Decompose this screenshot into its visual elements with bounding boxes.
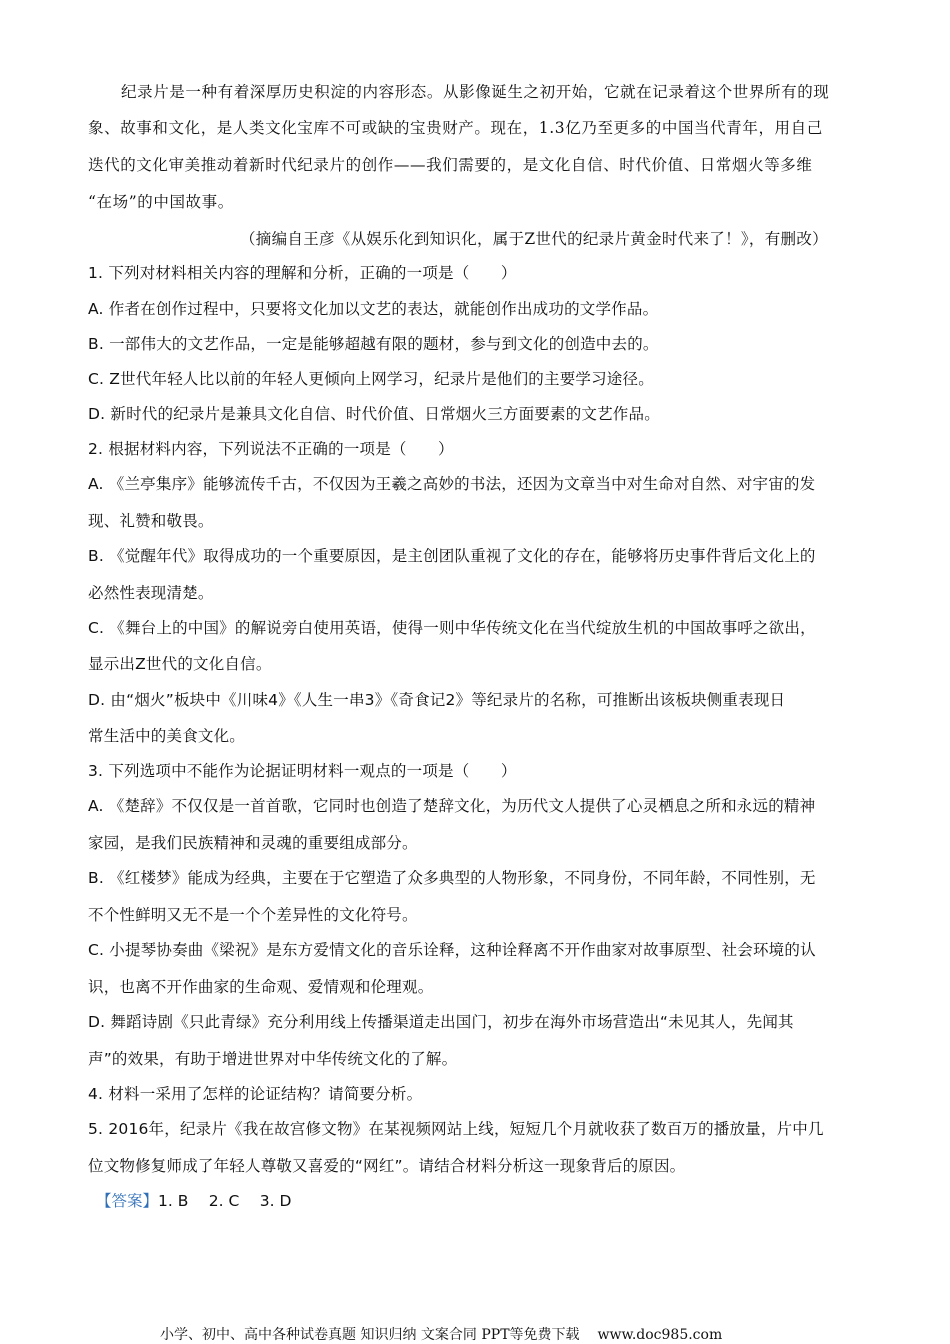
question-1-stem: 1. 下列对材料相关内容的理解和分析，正确的一项是（ ） (88, 264, 517, 282)
question-2-option-d-cont: 常生活中的美食文化。 (88, 727, 246, 745)
question-5-stem-cont: 位文物修复师成了年轻人尊敬又喜爱的“网红”。请结合材料分析这一现象背后的原因。 (88, 1157, 686, 1175)
question-1-option-a: A. 作者在创作过程中，只要将文化加以文艺的表达，就能创作出成功的文学作品。 (88, 300, 659, 318)
question-1-option-c: C. Z世代年轻人比以前的年轻人更倾向上网学习，纪录片是他们的主要学习途径。 (88, 370, 654, 388)
footer-url[interactable]: www.doc985.com (597, 1327, 723, 1343)
question-1-option-d: D. 新时代的纪录片是兼具文化自信、时代价值、日常烟火三方面要素的文艺作品。 (88, 405, 660, 423)
question-3-option-d: D. 舞蹈诗剧《只此青绿》充分利用线上传播渠道走出国门，初步在海外市场营造出“未见其人，先闻其 (88, 1013, 794, 1031)
question-3-option-c: C. 小提琴协奏曲《梁祝》是东方爱情文化的音乐诠释，这种诠释离不开作曲家对故事原型、社会环境的认 (88, 941, 816, 959)
material-line: “在场”的中国故事。 (88, 193, 234, 211)
page-footer (160, 1324, 722, 1344)
answer-line (96, 1191, 291, 1211)
question-2-option-b-cont: 必然性表现清楚。 (88, 584, 214, 602)
question-3-option-a-cont: 家园，是我们民族精神和灵魂的重要组成部分。 (88, 834, 418, 852)
question-2-option-c-cont: 显示出Z世代的文化自信。 (88, 655, 272, 673)
question-3-stem: 3. 下列选项中不能作为论据证明材料一观点的一项是（ ） (88, 762, 517, 780)
material-citation: （摘编自王彦《从娱乐化到知识化，属于Z世代的纪录片黄金时代来了！》，有删改） (240, 230, 828, 248)
material-line: 迭代的文化审美推动着新时代纪录片的创作——我们需要的，是文化自信、时代价值、日常烟火等多维 (88, 156, 813, 174)
question-2-stem: 2. 根据材料内容，下列说法不正确的一项是（ ） (88, 440, 454, 458)
question-2-option-d: D. 由“烟火”板块中《川味4》《人生一串3》《奇食记2》等纪录片的名称，可推断出该板块侧重表现日 (88, 691, 786, 709)
footer-text: 小学、初中、高中各种试卷真题 知识归纳 文案合同 PPT等免费下载 (160, 1327, 580, 1343)
question-3-option-a: A. 《楚辞》不仅仅是一首首歌，它同时也创造了楚辞文化，为历代文人提供了心灵栖息之所和永远的精神 (88, 797, 816, 815)
question-4-stem: 4. 材料一采用了怎样的论证结构？请简要分析。 (88, 1085, 423, 1103)
answer-tag: 【答案】 (96, 1192, 159, 1210)
question-2-option-c: C. 《舞台上的中国》的解说旁白使用英语，使得一则中华传统文化在当代绽放生机的中国故事呼之欲出， (88, 619, 816, 637)
question-3-option-b-cont: 不个性鲜明又无不是一个个差异性的文化符号。 (88, 906, 418, 924)
question-5-stem: 5. 2016年，纪录片《我在故宫修文物》在某视频网站上线，短短几个月就收获了数百万的播放量，片中几 (88, 1120, 824, 1138)
answer-text: 1. B 2. C 3. D (158, 1192, 292, 1210)
question-1-option-b: B. 一部伟大的文艺作品，一定是能够超越有限的题材，参与到文化的创造中去的。 (88, 335, 659, 353)
material-line: 象、故事和文化，是人类文化宝库不可或缺的宝贵财产。现在，1.3亿乃至更多的中国当代青年，用自己 (88, 119, 823, 137)
question-2-option-a-cont: 现、礼赞和敬畏。 (88, 512, 214, 530)
question-3-option-c-cont: 识，也离不开作曲家的生命观、爱情观和伦理观。 (88, 978, 434, 996)
material-line: 纪录片是一种有着深厚历史积淀的内容形态。从影像诞生之初开始，它就在记录着这个世界所有的现 (121, 83, 830, 101)
question-2-option-b: B. 《觉醒年代》取得成功的一个重要原因，是主创团队重视了文化的存在，能够将历史事件背后文化上的 (88, 547, 816, 565)
question-3-option-d-cont: 声”的效果，有助于增进世界对中华传统文化的了解。 (88, 1050, 458, 1068)
question-2-option-a: A. 《兰亭集序》能够流传千古，不仅因为王羲之高妙的书法，还因为文章当中对生命对自然、对宇宙的发 (88, 475, 816, 493)
question-3-option-b: B. 《红楼梦》能成为经典，主要在于它塑造了众多典型的人物形象，不同身份，不同年龄，不同性别，无 (88, 869, 816, 887)
